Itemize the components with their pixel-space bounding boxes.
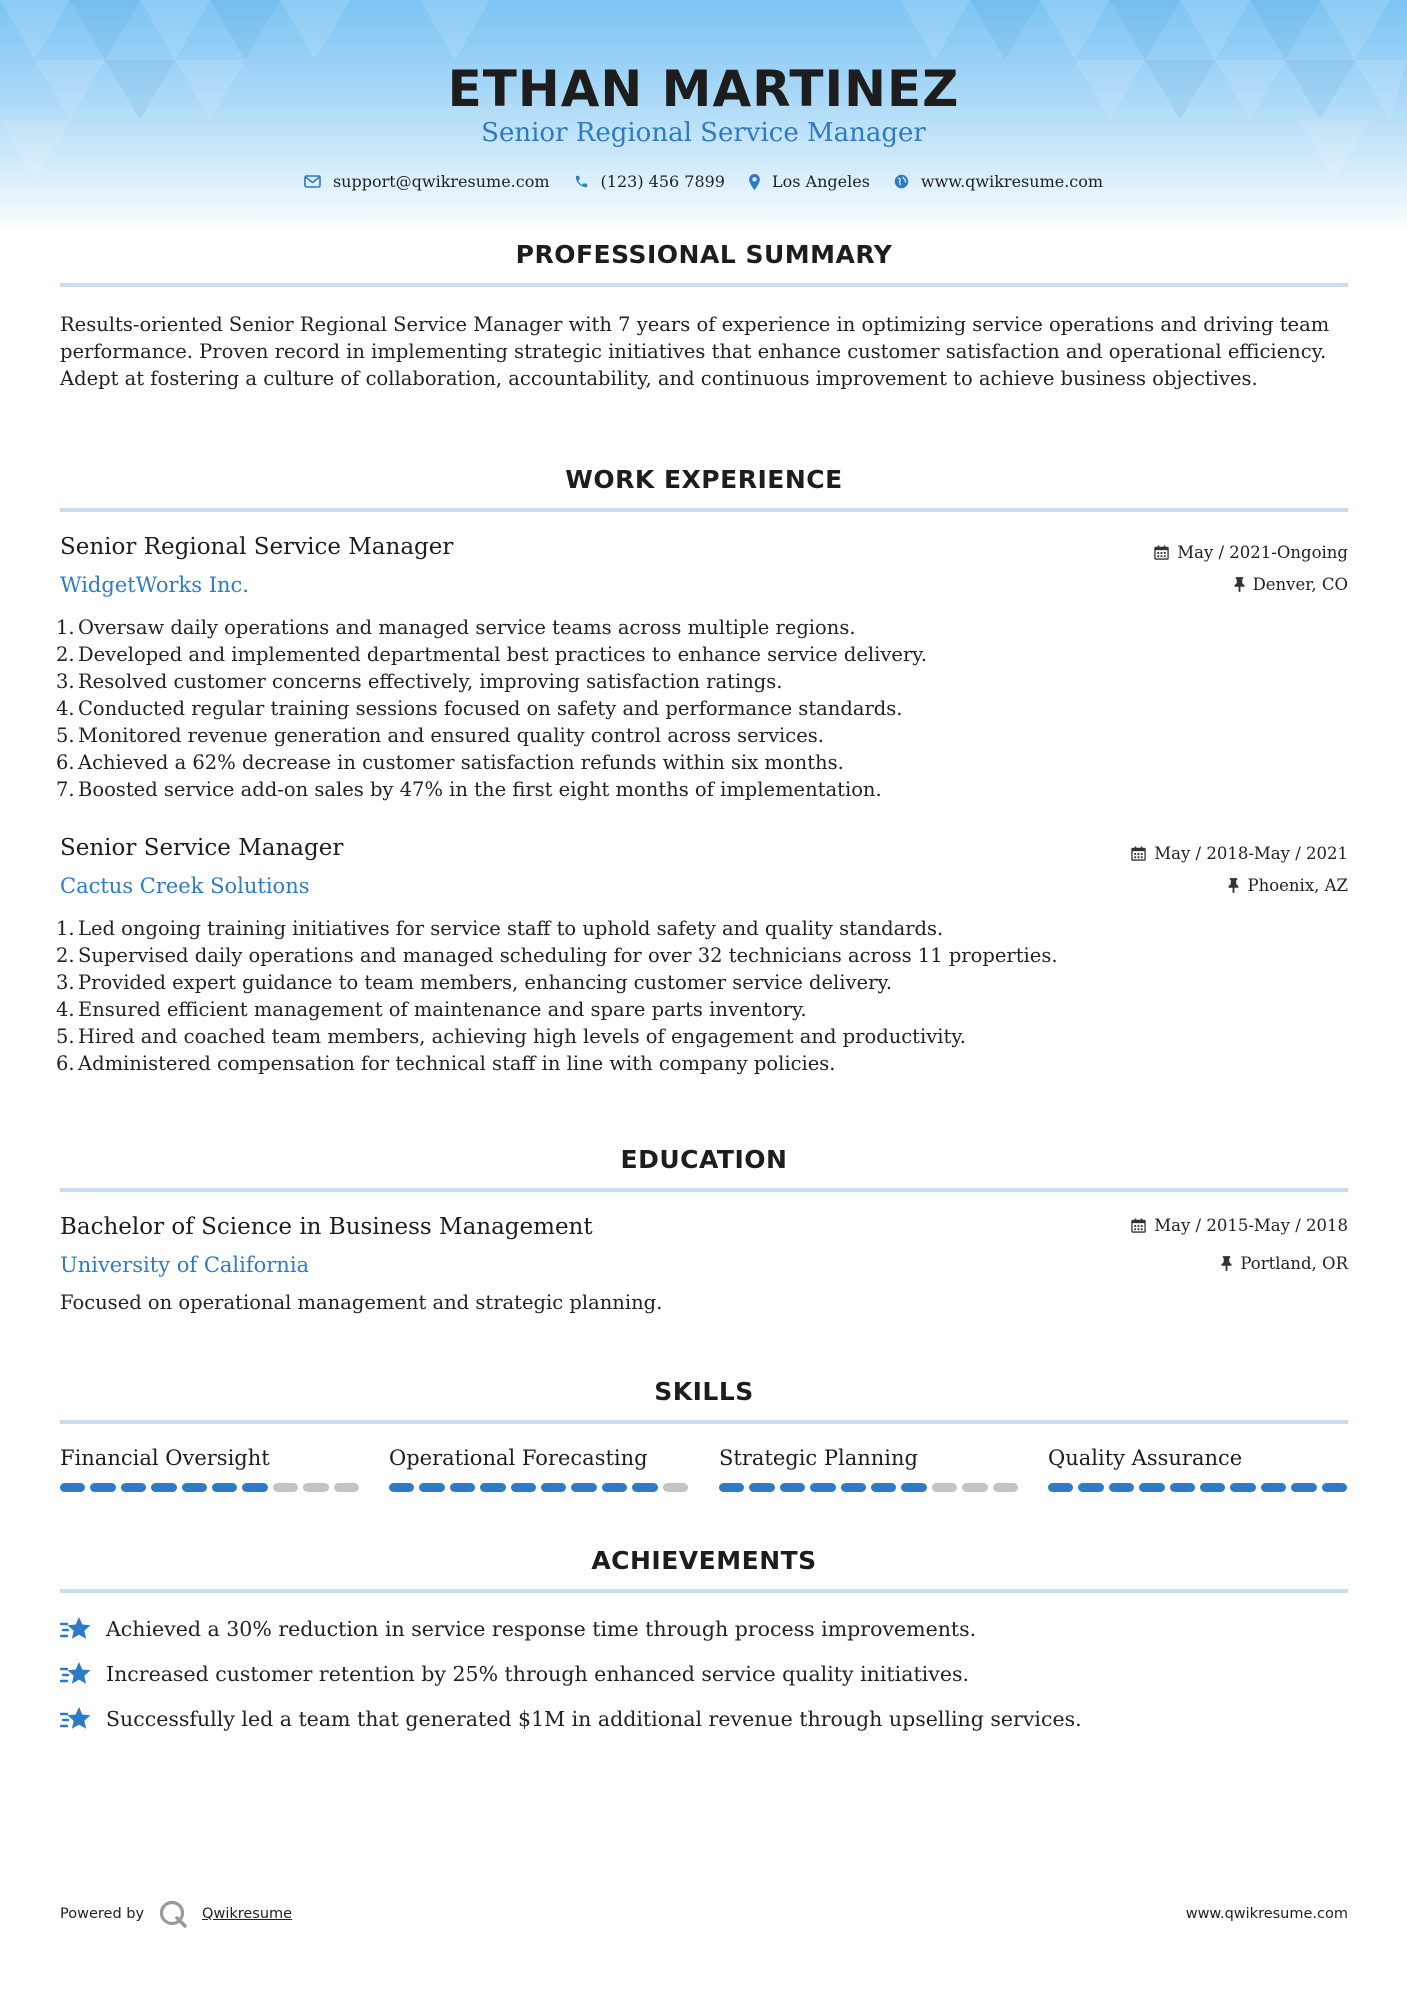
- achievements-heading: ACHIEVEMENTS: [591, 1546, 817, 1575]
- skill-segment-empty: [334, 1483, 359, 1492]
- skill-name: Operational Forecasting: [389, 1446, 648, 1470]
- education-heading: EDUCATION: [620, 1145, 788, 1174]
- degree-title: Bachelor of Science in Business Management: [60, 1214, 593, 1240]
- list-item: 4. Ensured efficient management of maintenance and spare parts inventory.: [56, 998, 807, 1021]
- list-item: 6. Achieved a 62% decrease in customer satisfaction refunds within six months.: [56, 751, 844, 774]
- school-name: University of California: [60, 1253, 310, 1277]
- achievement-item: [60, 1706, 1082, 1732]
- skill-segment-filled: [1230, 1483, 1255, 1492]
- job-location: [1228, 876, 1348, 895]
- skill-segment-empty: [663, 1483, 688, 1492]
- skill-segment-filled: [1078, 1483, 1103, 1492]
- candidate-role: Senior Regional Service Manager: [481, 118, 926, 148]
- skill-segment-filled: [511, 1483, 536, 1492]
- skill-level-bar: [1048, 1483, 1347, 1492]
- brand-link[interactable]: Qwikresume: [202, 1906, 293, 1922]
- contact-phone[interactable]: [574, 172, 725, 191]
- phone-icon: [574, 174, 589, 189]
- summary-heading: PROFESSIONAL SUMMARY: [515, 240, 893, 269]
- list-item: 6. Administered compensation for technical staff in line with company policies.: [56, 1052, 836, 1075]
- skill-segment-filled: [1261, 1483, 1286, 1492]
- experience-divider: [60, 508, 1348, 512]
- list-item: 2. Supervised daily operations and managed scheduling for over 32 technicians across 11 properties.: [56, 944, 1058, 967]
- job-location-text: Denver, CO: [1252, 575, 1348, 594]
- skill-level-bar: [389, 1483, 688, 1492]
- calendar-icon: [1131, 1218, 1146, 1233]
- pushpin-icon: [1234, 577, 1245, 592]
- calendar-icon: [1131, 846, 1146, 861]
- contact-website-text: www.qwikresume.com: [920, 172, 1104, 191]
- contact-bar: [0, 172, 1407, 191]
- education-location: [1221, 1254, 1348, 1273]
- job-company: Cactus Creek Solutions: [60, 874, 310, 898]
- pushpin-icon: [1228, 878, 1239, 893]
- achievement-text: Increased customer retention by 25% through enhanced service quality initiatives.: [106, 1662, 969, 1686]
- skill-name: Financial Oversight: [60, 1446, 270, 1470]
- qwikresume-logo-icon: [158, 1899, 188, 1929]
- list-item: 1. Led ongoing training initiatives for service staff to uphold safety and quality standards.: [56, 917, 944, 940]
- skill-segment-filled: [121, 1483, 146, 1492]
- skill-segment-filled: [841, 1483, 866, 1492]
- skills-divider: [60, 1420, 1348, 1424]
- skill-segment-filled: [419, 1483, 444, 1492]
- skill-segment-filled: [60, 1483, 85, 1492]
- skill-segment-empty: [273, 1483, 298, 1492]
- skill-segment-filled: [1200, 1483, 1225, 1492]
- star-icon: [60, 1661, 92, 1687]
- education-description: Focused on operational management and strategic planning.: [60, 1291, 663, 1314]
- summary-text: Results-oriented Senior Regional Service Manager with 7 years of experience in optimizing service operations and driving team performance. Proven record in implementing strategic initiatives that enhance customer satisfaction and operational efficiency. Adept at fostering a culture of collaboration, accountability, and continuous improvement to achieve business objectives.: [60, 313, 1330, 390]
- job-title: Senior Regional Service Manager: [60, 534, 454, 560]
- list-item: 4. Conducted regular training sessions focused on safety and performance standards.: [56, 697, 903, 720]
- contact-email-text: support@qwikresume.com: [332, 172, 550, 191]
- education-divider: [60, 1188, 1348, 1192]
- skill-segment-filled: [571, 1483, 596, 1492]
- skill-segment-filled: [1139, 1483, 1164, 1492]
- envelope-icon: [304, 175, 321, 188]
- skill-name: Strategic Planning: [719, 1446, 918, 1470]
- skill-segment-filled: [1170, 1483, 1195, 1492]
- skill-segment-filled: [602, 1483, 627, 1492]
- skill-segment-filled: [901, 1483, 926, 1492]
- list-item: 3. Provided expert guidance to team members, enhancing customer service delivery.: [56, 971, 893, 994]
- skill-segment-filled: [389, 1483, 414, 1492]
- skill-segment-filled: [1048, 1483, 1073, 1492]
- list-item: 2. Developed and implemented departmental best practices to enhance service delivery.: [56, 643, 927, 666]
- summary-divider: [60, 283, 1348, 287]
- star-icon: [60, 1706, 92, 1732]
- achievement-text: Achieved a 30% reduction in service response time through process improvements.: [106, 1617, 977, 1641]
- job-responsibilities: [56, 614, 927, 803]
- list-item: 3. Resolved customer concerns effectively, improving satisfaction ratings.: [56, 670, 783, 693]
- skill-segment-filled: [1109, 1483, 1134, 1492]
- skill-segment-filled: [749, 1483, 774, 1492]
- achievement-item: [60, 1661, 969, 1687]
- footer-website[interactable]: www.qwikresume.com: [1185, 1906, 1348, 1922]
- list-item: 5. Monitored revenue generation and ensured quality control across services.: [56, 724, 824, 747]
- skill-segment-filled: [810, 1483, 835, 1492]
- education-location-text: Portland, OR: [1240, 1254, 1348, 1273]
- skill-segment-empty: [932, 1483, 957, 1492]
- list-item: 1. Oversaw daily operations and managed service teams across multiple regions.: [56, 616, 856, 639]
- skill-segment-filled: [632, 1483, 657, 1492]
- location-pin-icon: [749, 174, 760, 190]
- skill-level-bar: [60, 1483, 359, 1492]
- candidate-name: ETHAN MARTINEZ: [447, 60, 960, 118]
- powered-by: [60, 1899, 292, 1929]
- job-dates-text: May / 2018-May / 2021: [1154, 844, 1348, 863]
- powered-by-label: Powered by: [60, 1906, 145, 1922]
- skill-name: Quality Assurance: [1048, 1446, 1243, 1470]
- job-location-text: Phoenix, AZ: [1247, 876, 1348, 895]
- skill-level-bar: [719, 1483, 1018, 1492]
- education-dates-text: May / 2015-May / 2018: [1154, 1216, 1348, 1235]
- job-dates: [1154, 543, 1348, 562]
- skill-segment-filled: [871, 1483, 896, 1492]
- skill-segment-filled: [151, 1483, 176, 1492]
- globe-icon: [894, 174, 909, 189]
- job-dates-text: May / 2021-Ongoing: [1177, 543, 1348, 562]
- skill-segment-filled: [182, 1483, 207, 1492]
- skill-segment-filled: [719, 1483, 744, 1492]
- skill-segment-filled: [480, 1483, 505, 1492]
- skill-segment-filled: [1291, 1483, 1316, 1492]
- job-dates: [1131, 844, 1348, 863]
- pushpin-icon: [1221, 1256, 1232, 1271]
- achievement-text: Successfully led a team that generated $1M in additional revenue through upselling services.: [106, 1707, 1082, 1731]
- skill-segment-filled: [242, 1483, 267, 1492]
- achievements-divider: [60, 1589, 1348, 1593]
- job-title: Senior Service Manager: [60, 835, 344, 861]
- education-dates: [1131, 1216, 1348, 1235]
- skill-segment-filled: [780, 1483, 805, 1492]
- contact-website[interactable]: [894, 172, 1103, 191]
- star-icon: [60, 1616, 92, 1642]
- skill-segment-filled: [1322, 1483, 1347, 1492]
- job-location: [1234, 575, 1348, 594]
- achievement-item: [60, 1616, 976, 1642]
- skills-heading: SKILLS: [654, 1377, 754, 1406]
- contact-email[interactable]: [304, 172, 550, 191]
- experience-heading: WORK EXPERIENCE: [565, 465, 843, 494]
- list-item: 7. Boosted service add-on sales by 47% in the first eight months of implementation.: [56, 778, 882, 801]
- skill-segment-filled: [212, 1483, 237, 1492]
- contact-location: [749, 172, 870, 191]
- skill-segment-filled: [450, 1483, 475, 1492]
- contact-phone-text: (123) 456 7899: [600, 172, 725, 191]
- skill-segment-filled: [90, 1483, 115, 1492]
- job-responsibilities: [56, 915, 1058, 1077]
- skill-segment-empty: [303, 1483, 328, 1492]
- skill-segment-empty: [962, 1483, 987, 1492]
- list-item: 5. Hired and coached team members, achieving high levels of engagement and productivity.: [56, 1025, 966, 1048]
- calendar-icon: [1154, 545, 1169, 560]
- skill-segment-filled: [541, 1483, 566, 1492]
- contact-location-text: Los Angeles: [771, 172, 870, 191]
- job-company: WidgetWorks Inc.: [60, 573, 249, 597]
- skill-segment-empty: [993, 1483, 1018, 1492]
